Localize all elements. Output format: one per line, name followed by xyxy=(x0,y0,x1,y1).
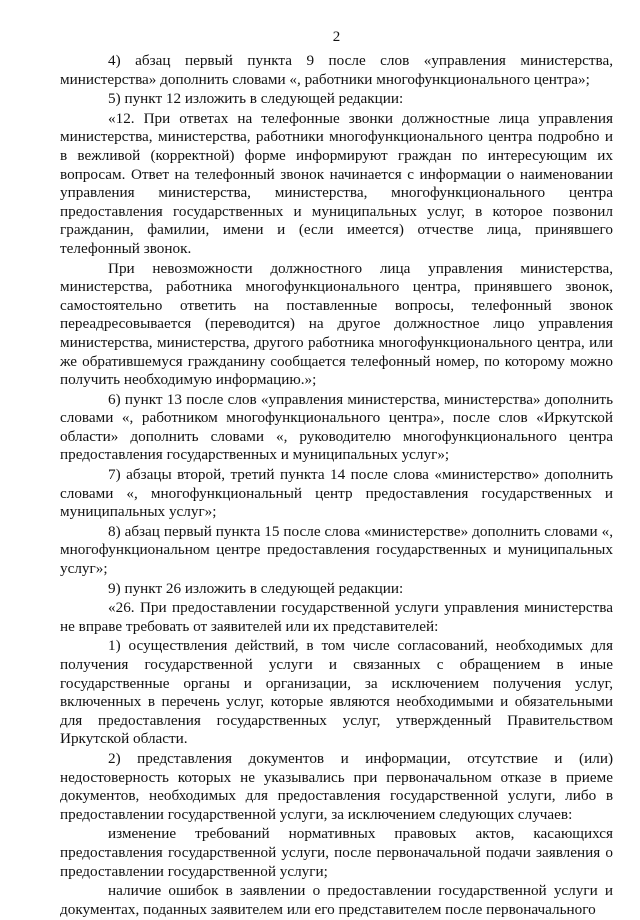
paragraph-clause-12-cont: При невозможности должностного лица управления министерства, министерства, работника многофункционального центра, принявшего звонок, самостоятельно ответить на поставленные вопросы, телефонный звонок переадресовывается (переводится) на другое должностное лицо управления министерства, министерства, другого работника многофункционального центра, или же обратившемуся гражданину сообщается телефонный номер, по которому можно получить необходимую информацию.»; xyxy=(60,259,613,389)
paragraph-item-7: 7) абзацы второй, третий пункта 14 после слова «министерство» дополнить словами «, многофункциональный центр предоставления государственных и муниципальных услуг»; xyxy=(60,466,613,521)
page-number: 2 xyxy=(332,29,341,45)
paragraph-item-6: 6) пункт 13 после слов «управления министерства, министерства» дополнить словами «, работником многофункционального центра», после слов «Иркутской области» дополнить словами «, руководителю многофункционального центра предоставления государственных и муниципальных услуг»; xyxy=(60,390,613,464)
paragraph-clause-26: «26. При предоставлении государственной услуги управления министерства не вправе требовать от заявителей или их представителей: xyxy=(60,599,613,635)
paragraph-case-change: изменение требований нормативных правовых актов, касающихся предоставления государственной услуги, после первоначальной подачи заявления о предоставлении государственной услуги; xyxy=(60,825,613,880)
document-page xyxy=(60,28,613,920)
paragraph-clause-26-sub-1: 1) осуществления действий, в том числе согласований, необходимых для получения государственной услуги и связанных с обращением в иные государственные органы и организации, за исключением получения услуг, включенных в перечень услуг, которые являются необходимыми и обязательными для предоставления государственных услуг, утвержденный Правительством Иркутской области. xyxy=(60,637,613,748)
paragraph-item-8: 8) абзац первый пункта 15 после слова «министерстве» дополнить словами «, многофункциональном центре предоставления государственных и муниципальных услуг»; xyxy=(60,522,613,578)
paragraph-case-errors: наличие ошибок в заявлении о предоставлении государственной услуги и документах, поданных заявителем или его представителем после первоначального xyxy=(60,882,613,918)
paragraph-item-9: 9) пункт 26 изложить в следующей редакции: xyxy=(108,579,404,597)
paragraph-item-5: 5) пункт 12 изложить в следующей редакции: xyxy=(108,90,404,108)
paragraph-item-4: 4) абзац первый пункта 9 после слов «управления министерства, министерства» дополнить словами «, работники многофункционального центра»; xyxy=(60,52,613,88)
paragraph-clause-26-sub-2: 2) представления документов и информации, отсутствие и (или) недостоверность которых не указывались при первоначальном отказе в приеме документов, необходимых для предоставления государственной услуги, либо в предоставлении государственной услуги, за исключением следующих случаев: xyxy=(60,749,613,823)
paragraph-clause-12: «12. При ответах на телефонные звонки должностные лица управления министерства, министерства, работники многофункционального центра подробно и в вежливой (корректной) форме информируют граждан по интересующим их вопросам. Ответ на телефонный звонок начинается с информации о наименовании управления министерства, министерства, многофункционального центра предоставления государственных и муниципальных услуг, в которое позвонил гражданин, фамилии, имени и (если имеется) отчестве лица, принявшего телефонный звонок. xyxy=(60,109,613,257)
